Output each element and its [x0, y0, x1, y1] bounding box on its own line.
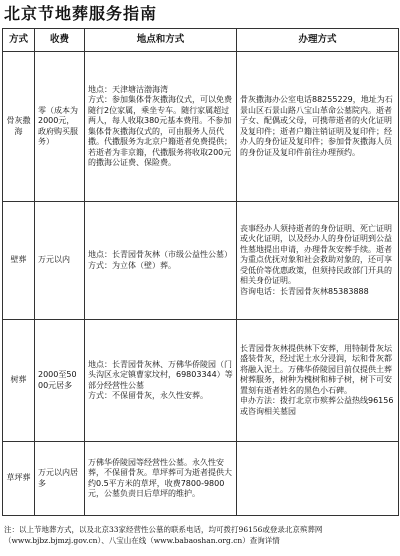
table-row: [3, 202, 399, 320]
row-fee: 万元以内居多: [35, 442, 85, 516]
guide-table: [2, 28, 399, 516]
row-fee: 万元以内: [35, 202, 85, 320]
row-location: 万佛华侨陵园等经营性公墓。永久性安葬，不保留骨灰。草坪葬可为逝者提供大约0.5平方米的草坪，收费7800-9800元，公墓负责日后草坪的维护。: [85, 442, 237, 516]
page-title: 北京节地葬服务指南: [4, 4, 158, 23]
row-fee: 零（成本为2000元，政府购买服务）: [35, 52, 85, 202]
header-method: 方式: [3, 29, 35, 52]
header-fee: 收费: [35, 29, 85, 52]
row-type: 骨灰撒海: [3, 52, 35, 202]
header-process: 办理方式: [237, 29, 399, 52]
row-fee: 2000至5000元居多: [35, 320, 85, 442]
row-location: 地点：天津塘沽渤海湾 方式：参加集体骨灰撒海仪式，可以免费随行2位家属，乘坐专车。随行家属超过两人，每人收取380元基本费用。不参加集体骨灰撒海仪式的，可由服务人员代撒。代撒服务为北京户籍逝者免费提供；若逝者为非京籍，代撒服务将收取200元的撒海公证费、保险费。: [85, 52, 237, 202]
row-process: 骨灰撒海办公室电话88255229，地址为石景山区石景山路八宝山革命公墓院内。逝者子女、配偶或父母，可携带逝者的火化证明及复印件；逝者户籍注销证明及复印件；经办人的身份证及复印件；参加骨灰撒海人员的身份证及复印件前往办理预约。: [237, 52, 399, 202]
row-process: 长青园骨灰林提供林下安葬，用特制骨灰坛盛装骨灰，经过泥土水分浸润，坛和骨灰都将融入泥土。万佛华侨陵园目前仅提供土葬树葬服务，树种为槐树和柿子树，树下可安置刻有逝者姓名的黑色小石碑。 申办方法：拨打北京市殡葬公益热线96156或咨询相关墓园: [237, 320, 399, 442]
row-location: 地点：长青园骨灰林、万佛华侨陵园（门头沟区永定镇曹家坟村，69803344）等部分经营性公墓 方式：不保留骨灰，永久性安葬。: [85, 320, 237, 442]
row-type: 壁葬: [3, 202, 35, 320]
header-location: 地点和方式: [85, 29, 237, 52]
footnote: 注：以上节地葬方式，以及北京33家经营性公墓的联系电话，均可拨打96156或登录北京殡葬网（www.bjbz.bjmzj.gov.cn）、八宝山在线（www.babaoshan.org.cn）查询详情: [4, 525, 323, 545]
row-process: [237, 442, 399, 516]
table-row: [3, 52, 399, 202]
table-row: [3, 320, 399, 442]
table-header-row: [3, 29, 399, 52]
row-type: 树葬: [3, 320, 35, 442]
row-location: 地点：长青园骨灰林（市级公益性公墓） 方式：为立体（壁）葬。: [85, 202, 237, 320]
row-type: 草坪葬: [3, 442, 35, 516]
row-process: 丧事经办人须持逝者的身份证明、死亡证明或火化证明，以及经办人的身份证明到公益性墓地提出申请，办理骨灰安葬手续。逝者为重点优抚对象和社会救助对象的，还可享受低价等优惠政策，但须持民政部门开具的相关身份证明。 咨询电话：长青园骨灰林85383888: [237, 202, 399, 320]
table-row: [3, 442, 399, 516]
